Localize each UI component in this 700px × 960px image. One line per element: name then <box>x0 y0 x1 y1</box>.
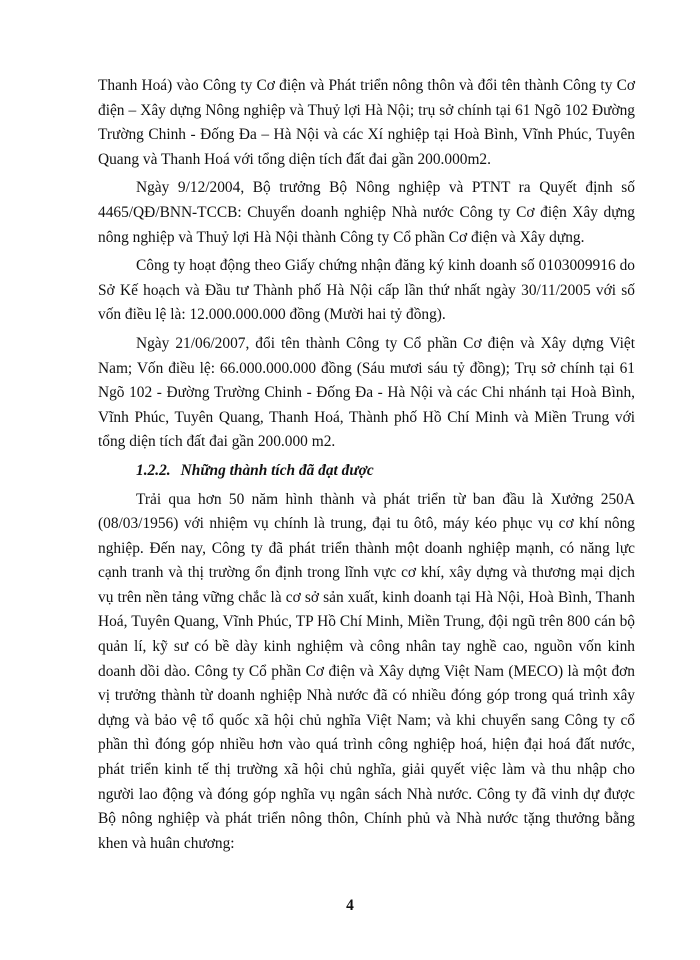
paragraph-rename-2007: Ngày 21/06/2007, đổi tên thành Công ty Cổ phần Cơ điện và Xây dựng Việt Nam; Vốn điều lệ: 66.000.000.000 đồng (Sáu mươi sáu tỷ đồng); Trụ sở chính tại 61 Ngõ 102 - Đường Trường Chinh - Đống Đa - Hà Nội và các Chi nhánh tại Hoà Bình, Vĩnh Phúc, Tuyên Quang, Thanh Hoá, Thành phố Hồ Chí Minh và Miền Trung với tổng diện tích đất đai gần 200.000 m2. <box>98 334 635 451</box>
paragraph-equitization-decision: Ngày 9/12/2004, Bộ trưởng Bộ Nông nghiệp và PTNT ra Quyết định số 4465/QĐ/BNN-TCCB: Chuyển doanh nghiệp Nhà nước Công ty Cơ điện Xây dựng nông nghiệp và Thuỷ lợi Hà Nội thành Công ty Cổ phần Cơ điện và Xây dựng. <box>98 179 635 246</box>
page-number: 4 <box>346 897 354 914</box>
document-page <box>98 74 635 860</box>
paragraph-business-registration: Công ty hoạt động theo Giấy chứng nhận đăng ký kinh doanh số 0103009916 do Sở Kế hoạch và Đầu tư Thành phố Hà Nội cấp lần thứ nhất ngày 30/11/2005 với số vốn điều lệ là: 12.000.000.000 đồng (Mười hai tỷ đồng). <box>98 257 635 324</box>
paragraph-company-rename: Thanh Hoá) vào Công ty Cơ điện và Phát triển nông thôn và đổi tên thành Công ty Cơ điện – Xây dựng Nông nghiệp và Thuỷ lợi Hà Nội; trụ sở chính tại 61 Ngõ 102 Đường Trường Chinh - Đống Đa – Hà Nội và các Xí nghiệp tại Hoà Bình, Vĩnh Phúc, Tuyên Quang và Thanh Hoá với tổng diện tích đất đai gần 200.000m2. <box>98 77 635 168</box>
section-heading <box>136 459 635 484</box>
section-number: 1.2.2. <box>136 461 171 479</box>
paragraph-achievements: Trải qua hơn 50 năm hình thành và phát triển từ ban đầu là Xưởng 250A (08/03/1956) với nhiệm vụ chính là trung, đại tu ôtô, máy kéo phục vụ cơ khí nông nghiệp. Đến nay, Công ty đã phát triển thành một doanh nghiệp mạnh, có năng lực cạnh tranh và thị trường ổn định trong lĩnh vực cơ khí, xây dựng và thương mại dịch vụ trên nền tảng vững chắc là cơ sở sản xuất, kinh doanh tại Hà Nội, Hoà Bình, Thanh Hoá, Tuyên Quang, Vĩnh Phúc, TP Hồ Chí Minh, Miền Trung, đội ngũ trên 800 cán bộ quản lí, kỹ sư có bề dày kinh nghiệm và công nhân tay nghề cao, nguồn vốn kinh doanh dồi dào. Công ty Cổ phần Cơ điện và Xây dựng Việt Nam (MECO) là một đơn vị trưởng thành từ doanh nghiệp Nhà nước đã có nhiều đóng góp trong quá trình xây dựng và bảo vệ tổ quốc xã hội chủ nghĩa Việt Nam; và khi chuyển sang Công ty cổ phần thì đóng góp nhiều hơn vào quá trình công nghiệp hoá, hiện đại hoá đất nước, phát triển kinh tế thị trường xã hội chủ nghĩa, giải quyết việc làm và thu nhập cho người lao động và đóng góp nghĩa vụ ngân sách Nhà nước. Công ty đã vinh dự được Bộ nông nghiệp và phát triển nông thôn, Chính phủ và Nhà nước tặng thưởng bằng khen và huân chương: <box>98 490 635 852</box>
section-title: Những thành tích đã đạt được <box>180 461 374 479</box>
